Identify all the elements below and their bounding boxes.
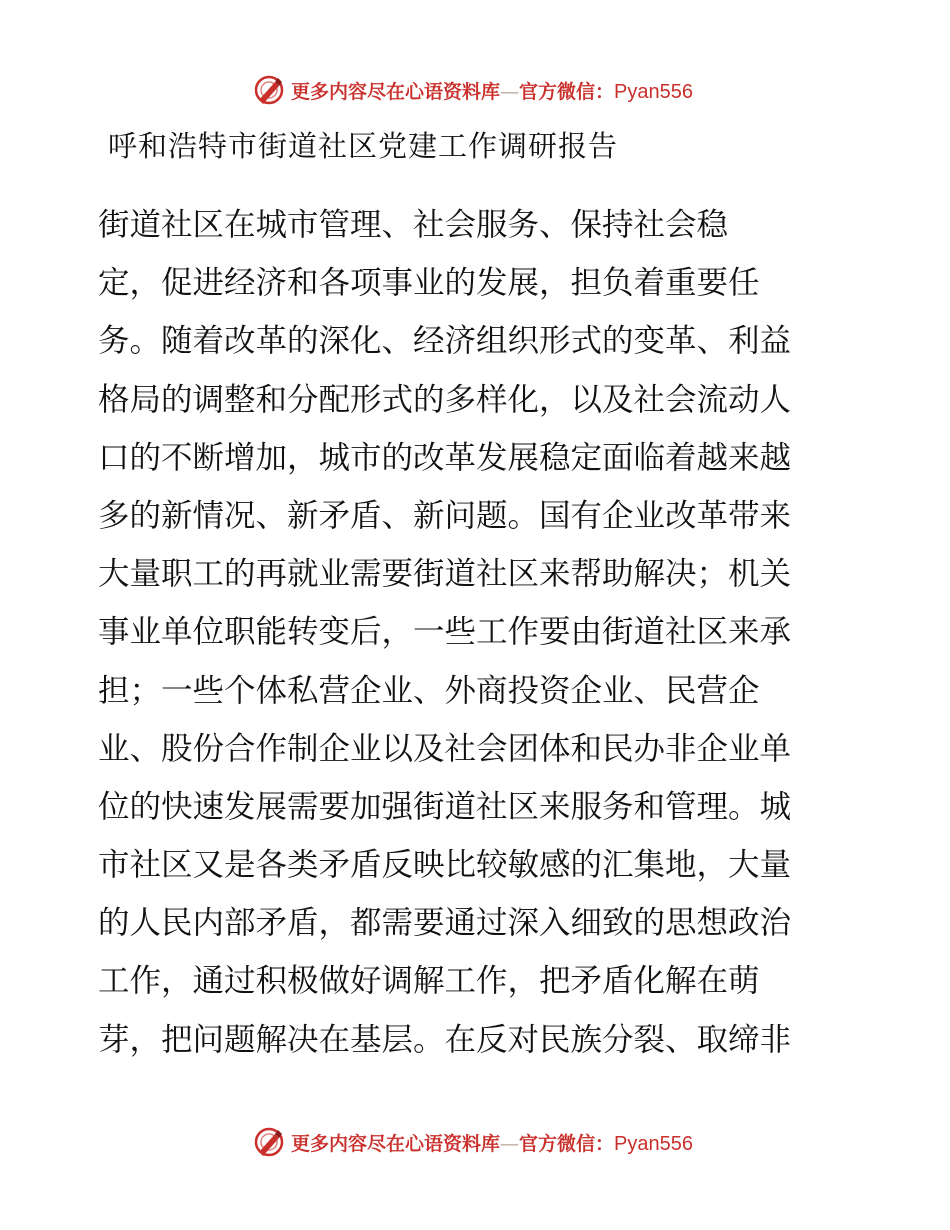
body-line: 工作，通过积极做好调解工作，把矛盾化解在萌 [98, 963, 760, 1000]
body-line: 位的快速发展需要加强街道社区来服务和管理。城 [98, 788, 792, 825]
body-line: 定，促进经济和各项事业的发展，担负着重要任 [98, 265, 760, 302]
body-line: 格局的调整和分配形式的多样化，以及社会流动人 [98, 381, 792, 418]
body-line: 事业单位职能转变后，一些工作要由街道社区来承 [98, 614, 792, 651]
body-line: 市社区又是各类矛盾反映比较敏感的汇集地，大量 [98, 847, 792, 884]
footer-banner-content [253, 1126, 693, 1158]
footer-banner-wechat-id: Pyan556 [614, 1132, 693, 1155]
footer-banner-dash: — [500, 1132, 520, 1155]
body-line: 担；一些个体私营企业、外商投资企业、民营企 [98, 672, 760, 709]
body-line: 的人民内部矛盾，都需要通过深入细致的思想政治 [98, 905, 792, 942]
pen-circle-logo-icon [253, 1126, 285, 1158]
body-line: 口的不断增加，城市的改革发展稳定面临着越来越 [98, 439, 792, 476]
header-banner-wechat-id: Pyan556 [614, 80, 693, 103]
footer-banner-wechat-label: 官方微信： [519, 1132, 615, 1155]
footer-banner-main: 更多内容尽在心语资料库 [291, 1132, 501, 1155]
pen-circle-logo-icon [253, 74, 285, 106]
header-banner [0, 70, 950, 110]
body-line: 芽，把问题解决在基层。在反对民族分裂、取缔非 [98, 1021, 792, 1058]
header-banner-wechat-label: 官方微信： [519, 80, 615, 103]
footer-banner [0, 1122, 950, 1162]
header-banner-content [253, 74, 693, 106]
body-line: 业、股份合作制企业以及社会团体和民办非企业单 [98, 730, 792, 767]
footer-banner-text [291, 1129, 693, 1156]
header-banner-text [291, 77, 693, 104]
body-line: 务。随着改革的深化、经济组织形式的变革、利益 [98, 323, 792, 360]
document-title: 呼和浩特市街道社区党建工作调研报告 [108, 129, 619, 163]
document-body [98, 196, 854, 1069]
body-line: 大量职工的再就业需要街道社区来帮助解决；机关 [98, 556, 792, 593]
body-line: 多的新情况、新矛盾、新问题。国有企业改革带来 [98, 497, 792, 534]
header-banner-main: 更多内容尽在心语资料库 [291, 80, 501, 103]
header-banner-dash: — [500, 80, 520, 103]
body-line: 街道社区在城市管理、社会服务、保持社会稳 [98, 207, 729, 243]
